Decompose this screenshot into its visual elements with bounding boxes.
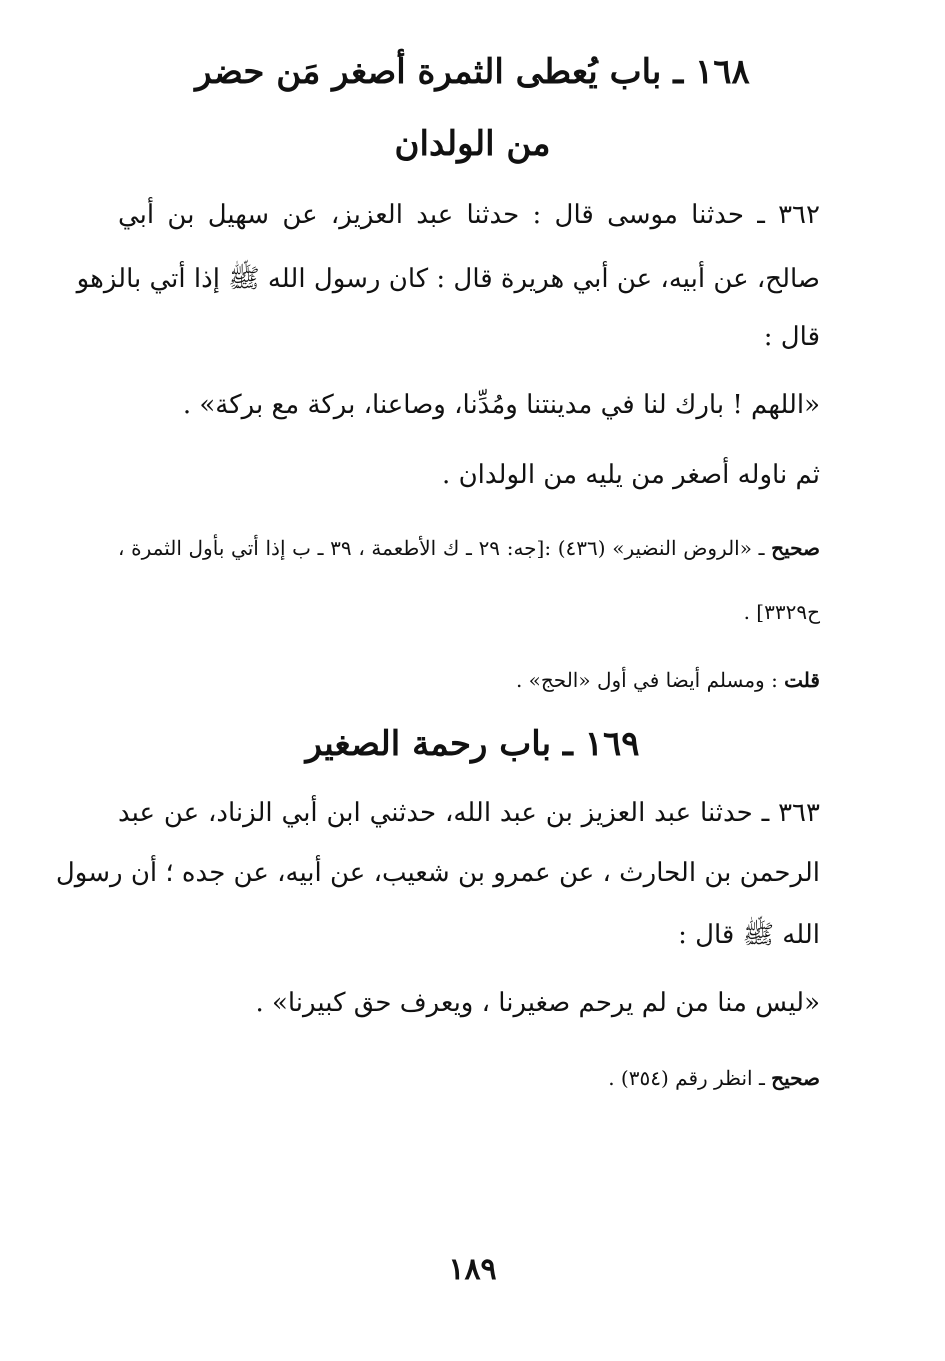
- grading-text: ـ «الروض النضير» (٤٣٦) :[جه: ٢٩ ـ ك الأطعمة ، ٣٩ ـ ب إذا أتي بأول الثمرة ،: [118, 536, 772, 560]
- grading-363-text: ـ انظر رقم (٣٥٤) .: [608, 1066, 772, 1090]
- hadith-362-after: ثم ناوله أصغر من يليه من الولدان .: [442, 460, 820, 490]
- chapter-168-title-line1: ١٦٨ ـ باب يُعطى الثمرة أصغر مَن حضر: [195, 52, 750, 92]
- remark-362: [118, 668, 820, 692]
- hadith-363-quote: «ليس منا من لم يرحم صغيرنا ، ويعرف حق كبيرنا» .: [255, 988, 820, 1018]
- hadith-363-line1: ٣٦٣ ـ حدثنا عبد العزيز بن عبد الله، حدثني ابن أبي الزناد، عن عبد: [118, 798, 820, 828]
- grading-362-line2: ح٣٣٢٩] .: [743, 600, 820, 624]
- hadith-362-line3: قال :: [763, 322, 820, 352]
- page-number: ١٨٩: [448, 1252, 497, 1287]
- grading-363: [118, 1066, 820, 1090]
- hadith-362-line1: ٣٦٢ ـ حدثنا موسى قال : حدثنا عبد العزيز، عن سهيل بن أبي: [118, 200, 820, 230]
- remark-text: : ومسلم أيضا في أول «الحج» .: [515, 668, 785, 692]
- remark-label: قلت: [784, 668, 820, 692]
- grading-label: صحيح: [771, 536, 820, 560]
- chapter-169-title: ١٦٩ ـ باب رحمة الصغير: [305, 724, 640, 764]
- grading-363-label: صحيح: [771, 1066, 820, 1090]
- hadith-363-line3: الله ﷺ قال :: [678, 920, 820, 950]
- hadith-362-quote: «اللهم ! بارك لنا في مدينتنا ومُدِّنا، وصاعنا، بركة مع بركة» .: [182, 390, 820, 420]
- grading-362-line1: [118, 536, 820, 560]
- hadith-363-line2: الرحمن بن الحارث ، عن عمرو بن شعيب، عن أبيه، عن جده ؛ أن رسول: [55, 858, 820, 888]
- hadith-362-line2: صالح، عن أبيه، عن أبي هريرة قال : كان رسول الله ﷺ إذا أتي بالزهو: [76, 264, 820, 294]
- chapter-168-title-line2: من الولدان: [394, 124, 551, 164]
